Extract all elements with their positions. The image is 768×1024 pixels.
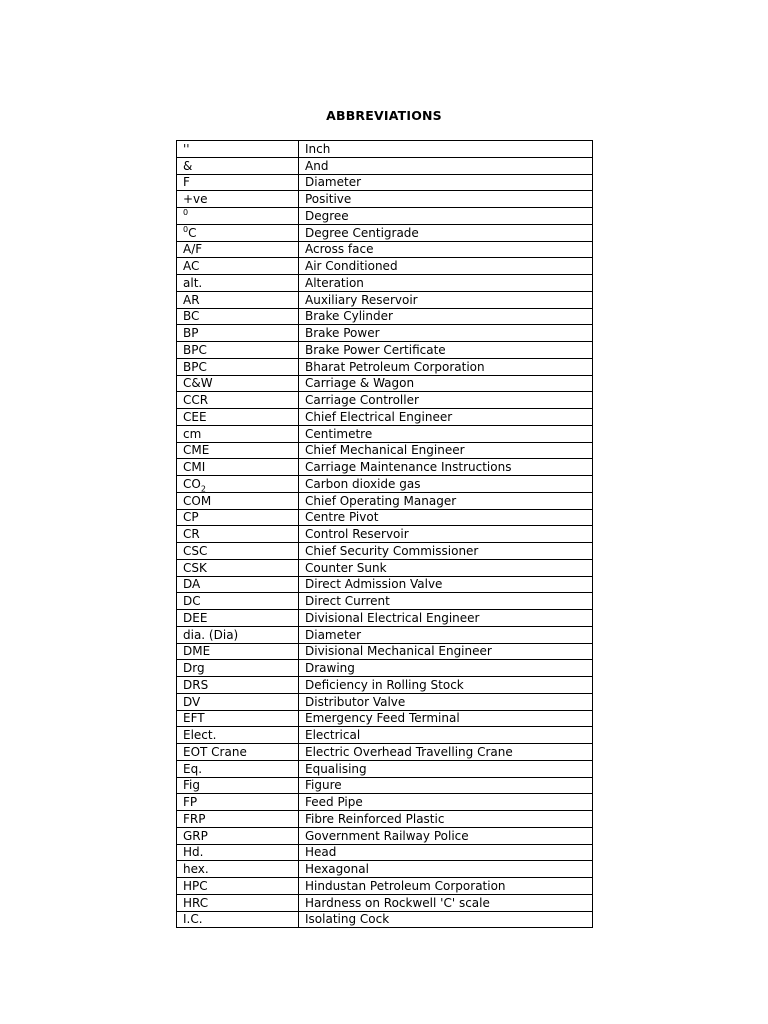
meaning-cell: Feed Pipe bbox=[299, 794, 593, 811]
abbreviation-text: CP bbox=[183, 510, 199, 525]
abbreviation-cell bbox=[177, 861, 299, 878]
meaning-cell: Bharat Petroleum Corporation bbox=[299, 358, 593, 375]
abbreviation-text: CSC bbox=[183, 543, 208, 558]
table-row bbox=[177, 911, 593, 928]
abbreviation-cell bbox=[177, 894, 299, 911]
abbreviation-cell bbox=[177, 409, 299, 426]
table-row bbox=[177, 844, 593, 861]
abbreviation-cell bbox=[177, 442, 299, 459]
abbreviation-cell bbox=[177, 626, 299, 643]
table-row bbox=[177, 275, 593, 292]
meaning-cell: Head bbox=[299, 844, 593, 861]
abbreviation-cell bbox=[177, 777, 299, 794]
abbreviation-text: HPC bbox=[183, 878, 208, 893]
table-row bbox=[177, 308, 593, 325]
abbreviation-text: EOT Crane bbox=[183, 744, 247, 759]
meaning-cell: Government Railway Police bbox=[299, 827, 593, 844]
abbreviation-cell bbox=[177, 811, 299, 828]
table-row bbox=[177, 894, 593, 911]
meaning-cell: Divisional Mechanical Engineer bbox=[299, 643, 593, 660]
meaning-cell: Positive bbox=[299, 191, 593, 208]
table-row bbox=[177, 425, 593, 442]
abbreviation-cell bbox=[177, 241, 299, 258]
table-row bbox=[177, 710, 593, 727]
abbreviation-text: DEE bbox=[183, 610, 208, 625]
abbreviation-cell bbox=[177, 844, 299, 861]
abbreviation-cell bbox=[177, 610, 299, 627]
meaning-cell: Air Conditioned bbox=[299, 258, 593, 275]
meaning-cell: Hexagonal bbox=[299, 861, 593, 878]
abbreviation-text: HRC bbox=[183, 895, 209, 910]
abbreviation-cell bbox=[177, 174, 299, 191]
abbreviation-cell bbox=[177, 325, 299, 342]
table-row bbox=[177, 191, 593, 208]
abbreviation-text: DME bbox=[183, 644, 211, 659]
abbreviation-text: hex. bbox=[183, 862, 209, 877]
abbreviation-cell bbox=[177, 392, 299, 409]
table-row bbox=[177, 157, 593, 174]
abbreviation-text: Hd. bbox=[183, 845, 204, 860]
meaning-cell: Control Reservoir bbox=[299, 526, 593, 543]
table-row bbox=[177, 576, 593, 593]
table-row bbox=[177, 543, 593, 560]
meaning-cell: Degree bbox=[299, 208, 593, 225]
abbreviation-text: & bbox=[183, 158, 193, 173]
table-row bbox=[177, 224, 593, 241]
abbreviation-text: FRP bbox=[183, 811, 206, 826]
abbreviation-cell bbox=[177, 275, 299, 292]
meaning-cell: Drawing bbox=[299, 660, 593, 677]
meaning-cell: Direct Current bbox=[299, 593, 593, 610]
abbreviation-text: BPC bbox=[183, 342, 207, 357]
meaning-cell: Centre Pivot bbox=[299, 509, 593, 526]
abbreviations-table bbox=[176, 140, 593, 928]
table-row bbox=[177, 141, 593, 158]
meaning-cell: Auxiliary Reservoir bbox=[299, 291, 593, 308]
abbreviation-cell bbox=[177, 509, 299, 526]
abbreviation-text: BP bbox=[183, 326, 199, 341]
abbreviation-text: CEE bbox=[183, 409, 207, 424]
table-row bbox=[177, 660, 593, 677]
abbreviation-text: Elect. bbox=[183, 728, 217, 743]
table-row bbox=[177, 760, 593, 777]
abbreviation-cell bbox=[177, 342, 299, 359]
meaning-cell: Carriage Controller bbox=[299, 392, 593, 409]
table-row bbox=[177, 727, 593, 744]
meaning-cell: Chief Electrical Engineer bbox=[299, 409, 593, 426]
meaning-cell: Carriage & Wagon bbox=[299, 375, 593, 392]
abbreviation-text: DRS bbox=[183, 677, 209, 692]
abbreviation-cell bbox=[177, 593, 299, 610]
abbreviation-cell bbox=[177, 308, 299, 325]
meaning-cell: Hardness on Rockwell 'C' scale bbox=[299, 894, 593, 911]
abbreviation-cell bbox=[177, 208, 299, 225]
abbreviation-text: CO bbox=[183, 476, 201, 491]
meaning-cell: Across face bbox=[299, 241, 593, 258]
table-row bbox=[177, 375, 593, 392]
table-row bbox=[177, 208, 593, 225]
abbreviation-text: DA bbox=[183, 577, 201, 592]
abbreviation-cell bbox=[177, 794, 299, 811]
table-row bbox=[177, 409, 593, 426]
abbreviation-cell bbox=[177, 526, 299, 543]
table-row bbox=[177, 291, 593, 308]
abbreviation-text: FP bbox=[183, 795, 198, 810]
abbreviation-cell bbox=[177, 878, 299, 895]
meaning-cell: Carriage Maintenance Instructions bbox=[299, 459, 593, 476]
meaning-cell: Distributor Valve bbox=[299, 693, 593, 710]
meaning-cell: Fibre Reinforced Plastic bbox=[299, 811, 593, 828]
abbreviation-text: cm bbox=[183, 426, 202, 441]
abbreviation-cell bbox=[177, 224, 299, 241]
table-row bbox=[177, 610, 593, 627]
abbreviation-text: Eq. bbox=[183, 761, 203, 776]
abbreviation-cell bbox=[177, 576, 299, 593]
meaning-cell: Electrical bbox=[299, 727, 593, 744]
table-row bbox=[177, 476, 593, 493]
table-row bbox=[177, 827, 593, 844]
abbreviation-text: CR bbox=[183, 527, 200, 542]
abbreviation-text: BPC bbox=[183, 359, 207, 374]
abbreviation-cell bbox=[177, 492, 299, 509]
meaning-cell: Isolating Cock bbox=[299, 911, 593, 928]
table-row bbox=[177, 677, 593, 694]
superscript: 0 bbox=[183, 224, 189, 234]
meaning-cell: Electric Overhead Travelling Crane bbox=[299, 744, 593, 761]
abbreviation-cell bbox=[177, 744, 299, 761]
meaning-cell: Equalising bbox=[299, 760, 593, 777]
page-title: ABBREVIATIONS bbox=[326, 108, 442, 123]
abbreviation-text: GRP bbox=[183, 828, 208, 843]
meaning-cell: Deficiency in Rolling Stock bbox=[299, 677, 593, 694]
meaning-cell: Direct Admission Valve bbox=[299, 576, 593, 593]
abbreviation-text: CMI bbox=[183, 460, 206, 475]
abbreviation-text: EFT bbox=[183, 711, 205, 726]
table-row bbox=[177, 794, 593, 811]
table-row bbox=[177, 593, 593, 610]
meaning-cell: Hindustan Petroleum Corporation bbox=[299, 878, 593, 895]
abbreviation-cell bbox=[177, 760, 299, 777]
abbreviation-text: C bbox=[188, 225, 197, 240]
table-row bbox=[177, 509, 593, 526]
meaning-cell: And bbox=[299, 157, 593, 174]
abbreviation-cell bbox=[177, 660, 299, 677]
table-row bbox=[177, 241, 593, 258]
table-row bbox=[177, 559, 593, 576]
abbreviation-text: BC bbox=[183, 309, 200, 324]
table-row bbox=[177, 777, 593, 794]
meaning-cell: Chief Security Commissioner bbox=[299, 543, 593, 560]
abbreviation-text: '' bbox=[183, 141, 190, 156]
meaning-cell: Diameter bbox=[299, 626, 593, 643]
meaning-cell: Chief Operating Manager bbox=[299, 492, 593, 509]
abbreviation-text: AC bbox=[183, 259, 200, 274]
subscript: 2 bbox=[200, 484, 206, 493]
meaning-cell: Brake Cylinder bbox=[299, 308, 593, 325]
meaning-cell: Figure bbox=[299, 777, 593, 794]
abbreviation-text: CSK bbox=[183, 560, 207, 575]
meaning-cell: Brake Power Certificate bbox=[299, 342, 593, 359]
abbreviation-cell bbox=[177, 258, 299, 275]
meaning-cell: Divisional Electrical Engineer bbox=[299, 610, 593, 627]
meaning-cell: Alteration bbox=[299, 275, 593, 292]
abbreviation-text: Fig bbox=[183, 778, 200, 793]
abbreviation-cell bbox=[177, 559, 299, 576]
abbreviation-text: CME bbox=[183, 443, 210, 458]
table-row bbox=[177, 258, 593, 275]
meaning-cell: Counter Sunk bbox=[299, 559, 593, 576]
abbreviation-text: DV bbox=[183, 694, 201, 709]
abbreviation-cell bbox=[177, 375, 299, 392]
abbreviation-cell bbox=[177, 141, 299, 158]
abbreviation-cell bbox=[177, 911, 299, 928]
abbreviation-cell bbox=[177, 191, 299, 208]
table-row bbox=[177, 878, 593, 895]
abbreviations-table-body bbox=[177, 141, 593, 928]
abbreviation-text: AR bbox=[183, 292, 200, 307]
table-row bbox=[177, 459, 593, 476]
table-row bbox=[177, 643, 593, 660]
abbreviation-cell bbox=[177, 710, 299, 727]
abbreviation-text: alt. bbox=[183, 275, 203, 290]
abbreviation-text: A/F bbox=[183, 242, 203, 257]
table-row bbox=[177, 693, 593, 710]
abbreviation-text: I.C. bbox=[183, 912, 203, 927]
meaning-cell: Carbon dioxide gas bbox=[299, 476, 593, 493]
abbreviation-cell bbox=[177, 543, 299, 560]
superscript: 0 bbox=[183, 207, 189, 217]
meaning-cell: Emergency Feed Terminal bbox=[299, 710, 593, 727]
abbreviation-cell bbox=[177, 827, 299, 844]
abbreviation-cell bbox=[177, 157, 299, 174]
abbreviation-text: COM bbox=[183, 493, 212, 508]
table-row bbox=[177, 626, 593, 643]
abbreviation-cell bbox=[177, 476, 299, 493]
abbreviation-text: C&W bbox=[183, 376, 213, 391]
table-row bbox=[177, 442, 593, 459]
abbreviation-cell bbox=[177, 291, 299, 308]
abbreviation-cell bbox=[177, 677, 299, 694]
table-row bbox=[177, 174, 593, 191]
table-row bbox=[177, 492, 593, 509]
abbreviation-cell bbox=[177, 643, 299, 660]
meaning-cell: Degree Centigrade bbox=[299, 224, 593, 241]
table-row bbox=[177, 392, 593, 409]
abbreviation-text: DC bbox=[183, 594, 201, 609]
abbreviation-text: F bbox=[183, 175, 190, 190]
table-row bbox=[177, 342, 593, 359]
abbreviation-cell bbox=[177, 425, 299, 442]
abbreviation-text: dia. (Dia) bbox=[183, 627, 239, 642]
meaning-cell: Inch bbox=[299, 141, 593, 158]
abbreviation-cell bbox=[177, 459, 299, 476]
table-row bbox=[177, 358, 593, 375]
abbreviation-cell bbox=[177, 727, 299, 744]
abbreviation-text: +ve bbox=[183, 192, 208, 207]
abbreviation-cell bbox=[177, 693, 299, 710]
meaning-cell: Diameter bbox=[299, 174, 593, 191]
table-row bbox=[177, 744, 593, 761]
meaning-cell: Brake Power bbox=[299, 325, 593, 342]
table-row bbox=[177, 861, 593, 878]
abbreviation-text: CCR bbox=[183, 393, 209, 408]
abbreviation-text: Drg bbox=[183, 661, 205, 676]
abbreviation-cell bbox=[177, 358, 299, 375]
meaning-cell: Centimetre bbox=[299, 425, 593, 442]
table-row bbox=[177, 526, 593, 543]
table-row bbox=[177, 811, 593, 828]
meaning-cell: Chief Mechanical Engineer bbox=[299, 442, 593, 459]
table-row bbox=[177, 325, 593, 342]
